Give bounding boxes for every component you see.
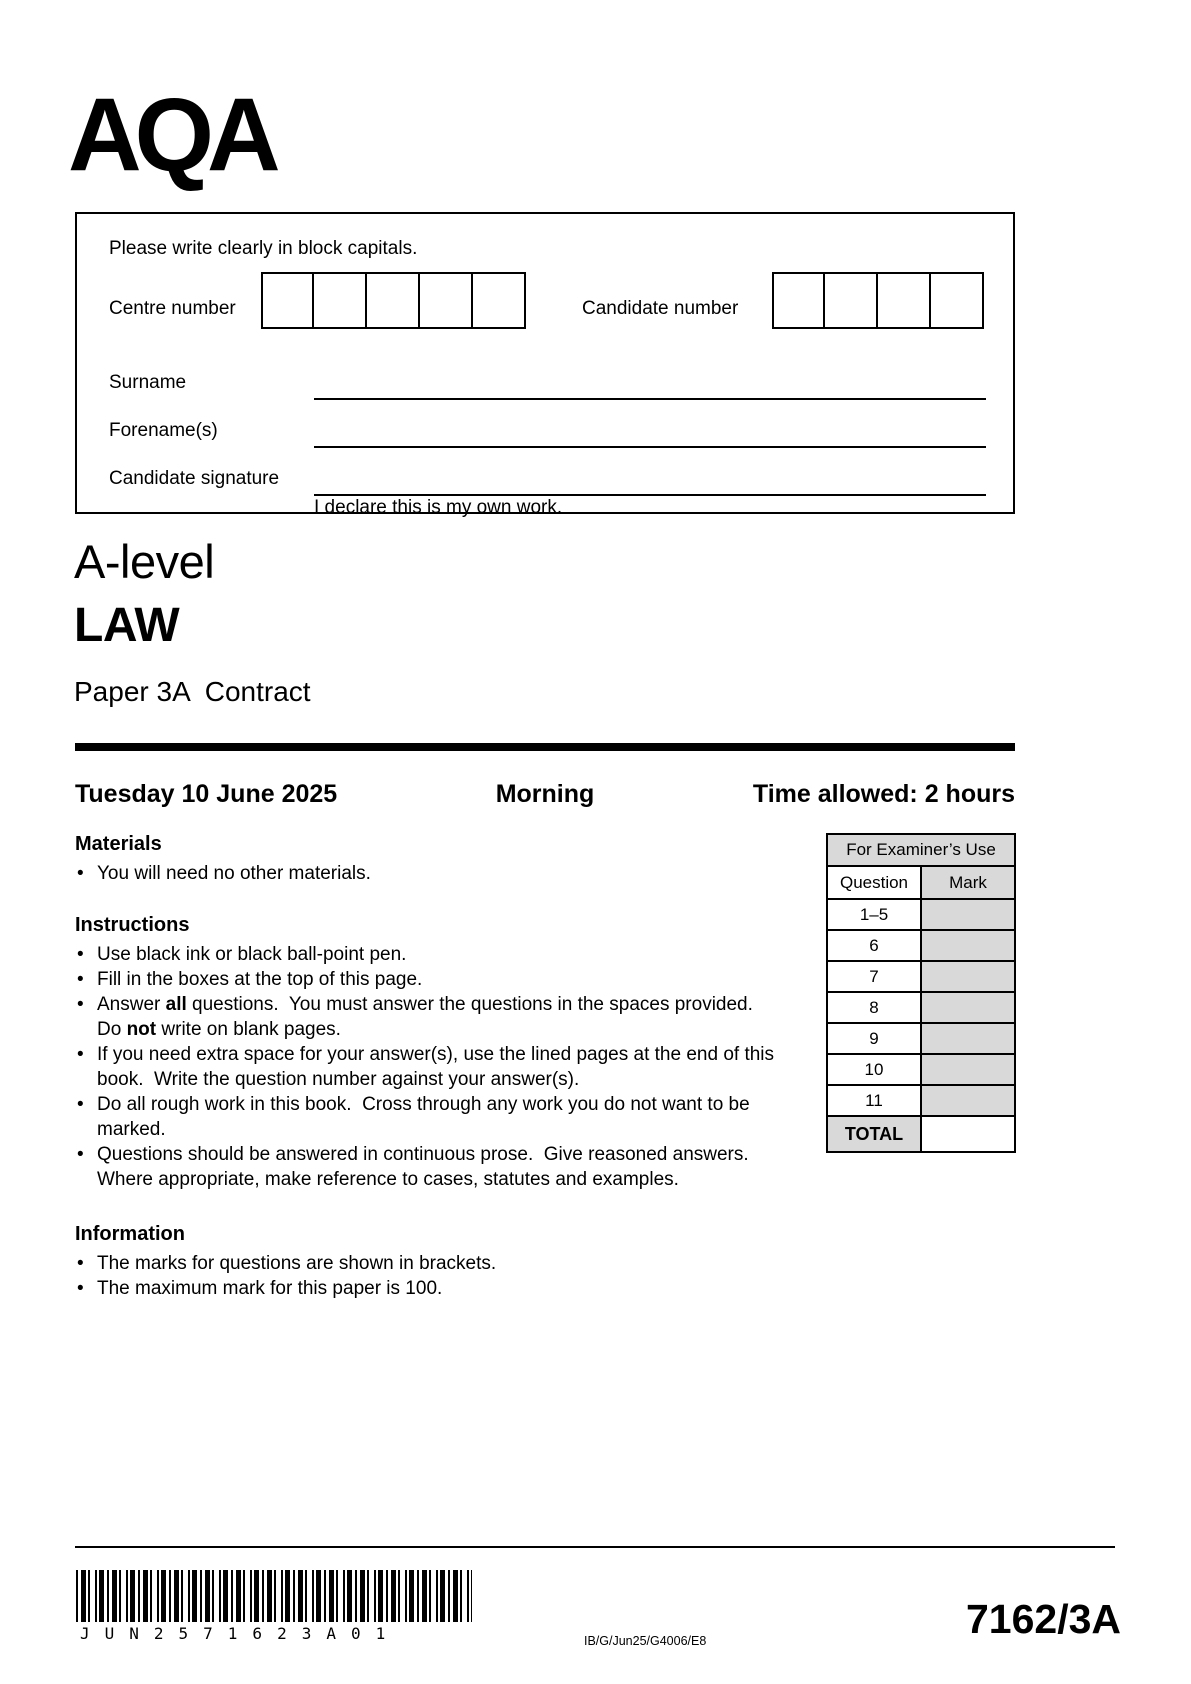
candidate-number-label: Candidate number — [582, 298, 739, 319]
candidate-signature-label: Candidate signature — [109, 468, 280, 489]
table-row — [827, 930, 1015, 961]
barcode — [76, 1570, 472, 1622]
paper-title: Paper 3A Contract — [74, 676, 311, 707]
examiner-table-title: For Examiner’s Use — [827, 834, 1015, 866]
mark-cell — [921, 930, 1015, 961]
materials-item-text: You will need no other materials. — [97, 863, 371, 884]
materials-heading: Materials — [75, 833, 162, 855]
surname-line — [314, 398, 986, 400]
forenames-label: Forename(s) — [109, 420, 218, 441]
candidate-number-cell — [825, 272, 878, 329]
table-row — [827, 899, 1015, 930]
bullet-icon: • — [77, 1144, 84, 1165]
centre-number-cell — [314, 272, 367, 329]
qualification-title: A-level — [74, 535, 215, 588]
footer-rule — [75, 1546, 1115, 1548]
question-number-cell: 10 — [827, 1054, 921, 1085]
table-row — [827, 961, 1015, 992]
table-row — [827, 1085, 1015, 1116]
session-row — [75, 780, 1015, 812]
reference-code: IB/G/Jun25/G4006/E8 — [584, 1634, 707, 1648]
bullet-icon: • — [77, 994, 84, 1015]
instruction-item — [75, 1092, 780, 1142]
question-number-cell: 1–5 — [827, 899, 921, 930]
bullet-icon: • — [77, 969, 84, 990]
instruction-item-text: Answer all questions. You must answer the questions in the spaces provided. Do not write on blank pages. — [97, 994, 764, 1040]
bullet-icon: • — [77, 1094, 84, 1115]
barcode-text: JUN2571623A01 — [80, 1624, 401, 1643]
instructions-heading: Instructions — [75, 914, 190, 936]
mark-cell — [921, 992, 1015, 1023]
candidate-number-input — [772, 272, 984, 329]
candidate-number-cell — [772, 272, 825, 329]
total-label-cell: TOTAL — [827, 1116, 921, 1152]
mark-cell — [921, 1023, 1015, 1054]
exam-period: Morning — [495, 780, 595, 808]
instruction-item — [75, 967, 780, 992]
bullet-icon: • — [77, 863, 84, 884]
bullet-icon: • — [77, 944, 84, 965]
question-number-cell: 8 — [827, 992, 921, 1023]
table-row — [827, 992, 1015, 1023]
instruction-item — [75, 1142, 780, 1192]
information-item-text: The maximum mark for this paper is 100. — [97, 1278, 443, 1299]
surname-label: Surname — [109, 372, 187, 393]
mark-cell — [921, 961, 1015, 992]
mark-cell — [921, 1054, 1015, 1085]
question-number-cell: 7 — [827, 961, 921, 992]
instruction-item-text: Fill in the boxes at the top of this page. — [97, 969, 423, 990]
aqa-logo: AQA — [68, 76, 274, 194]
mark-cell — [921, 899, 1015, 930]
candidate-number-cell — [931, 272, 984, 329]
mark-cell — [921, 1085, 1015, 1116]
declaration-text: I declare this is my own work. — [314, 497, 563, 518]
candidate-number-cell — [878, 272, 931, 329]
subject-title: LAW — [74, 599, 180, 652]
centre-number-cell — [420, 272, 473, 329]
centre-number-label: Centre number — [109, 298, 236, 319]
examiner-use-table — [826, 833, 1016, 1153]
instruction-item-text: If you need extra space for your answer(s), use the lined pages at the end of this book. Write the question number against your answer(s). — [97, 1044, 780, 1090]
instruction-item — [75, 992, 780, 1042]
time-allowed: Time allowed: 2 hours — [752, 780, 1015, 808]
forenames-line — [314, 446, 986, 448]
question-number-cell: 9 — [827, 1023, 921, 1054]
table-row-total — [827, 1116, 1015, 1152]
instruction-item-text: Do all rough work in this book. Cross through any work you do not want to be marked. — [97, 1094, 755, 1140]
candidate-details-box — [75, 212, 1015, 518]
question-number-cell: 11 — [827, 1085, 921, 1116]
centre-number-cell — [261, 272, 314, 329]
paper-code: 7162/3A — [965, 1596, 1121, 1642]
information-item — [75, 1251, 780, 1276]
instruction-item — [75, 1042, 780, 1092]
instruction-item-text: Questions should be answered in continuous prose. Give reasoned answers. Where appropriate, make reference to cases, statutes and examples. — [97, 1144, 760, 1190]
centre-number-cell — [473, 272, 526, 329]
information-heading: Information — [75, 1223, 185, 1245]
info-column — [75, 832, 780, 1301]
centre-number-input — [261, 272, 526, 329]
question-number-cell: 6 — [827, 930, 921, 961]
instruction-item-text: Use black ink or black ball-point pen. — [97, 944, 407, 965]
materials-item — [75, 861, 780, 886]
information-item-text: The marks for questions are shown in brackets. — [97, 1253, 497, 1274]
table-row — [827, 1023, 1015, 1054]
information-item — [75, 1276, 780, 1301]
instruction-item — [75, 942, 780, 967]
divider-rule — [75, 743, 1015, 751]
block-capitals-instruction: Please write clearly in block capitals. — [109, 238, 418, 259]
examiner-col-mark: Mark — [921, 866, 1015, 899]
bullet-icon: • — [77, 1278, 84, 1299]
bullet-icon: • — [77, 1044, 84, 1065]
bullet-icon: • — [77, 1253, 84, 1274]
centre-number-cell — [367, 272, 420, 329]
exam-date: Tuesday 10 June 2025 — [75, 780, 338, 808]
candidate-signature-line — [314, 494, 986, 496]
total-mark-cell — [921, 1116, 1015, 1152]
table-row — [827, 1054, 1015, 1085]
examiner-col-question: Question — [827, 866, 921, 899]
